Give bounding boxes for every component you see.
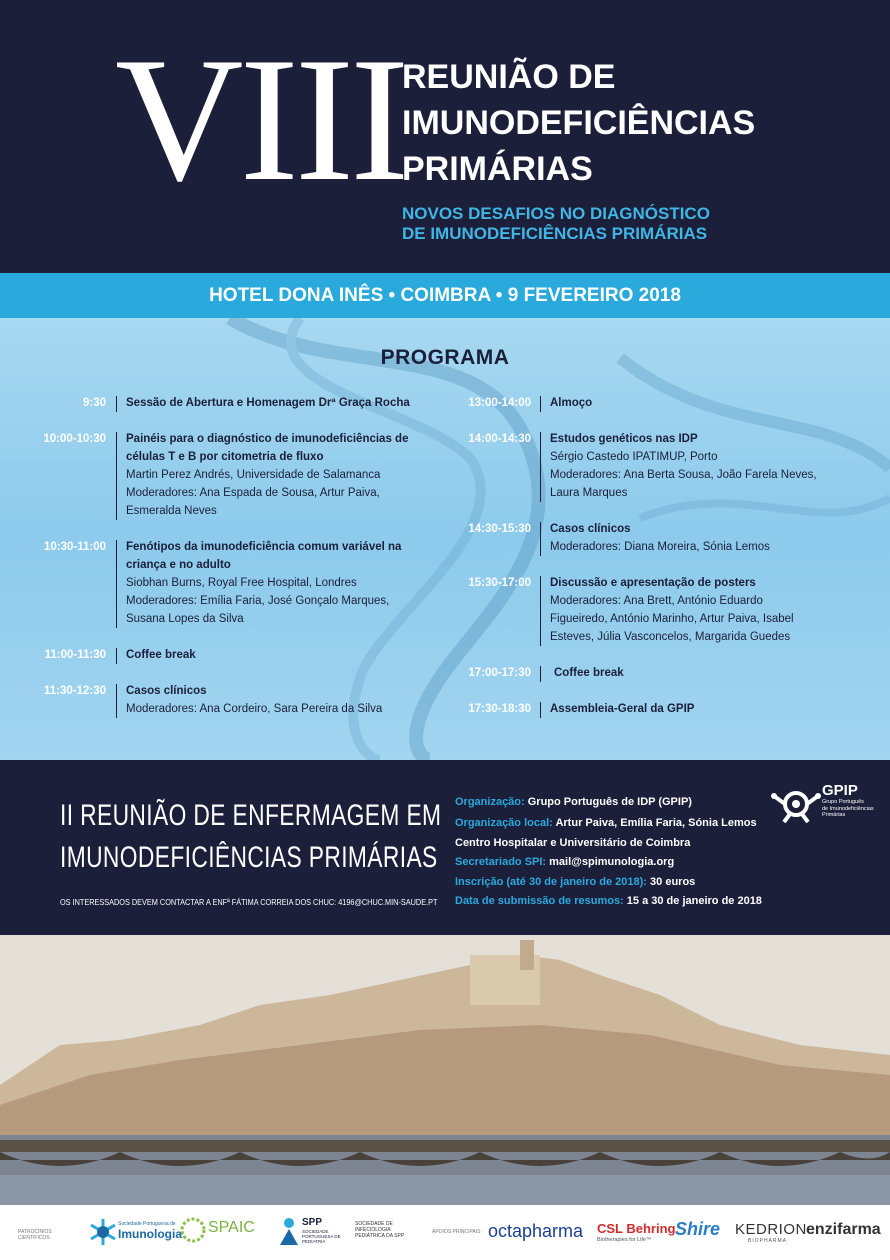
csl-tagline: Biotherapies for Life™: [597, 1237, 652, 1243]
enfermagem-title-line-2: IMUNODEFICIÊNCIAS PRIMÁRIAS: [60, 841, 438, 874]
city-illustration: [0, 935, 890, 1205]
enfermagem-contact-note: OS INTERESSADOS DEVEM CONTACTAR A ENFª FÁTIMA CORREIA DOS CHUC: 4196@CHUC.MIN-SAUDE.PT: [60, 897, 438, 907]
enfermagem-section: [0, 760, 890, 935]
schedule-item: Almoço: [550, 397, 593, 409]
schedule-time: 11:30-12:30: [43, 685, 106, 697]
gpip-molecule-icon: [770, 784, 822, 824]
org-line: Secretariado SPI: mail@spimunologia.org: [455, 856, 675, 868]
title-line-3: PRIMÁRIAS: [402, 150, 593, 188]
roman-numeral: VIII: [115, 20, 406, 218]
org-line: Data de submissão de resumos: 15 a 30 de janeiro de 2018: [455, 895, 762, 907]
org-line: Organização: Grupo Português de IDP (GPIP): [455, 796, 692, 808]
gpip-logo: [770, 782, 880, 826]
coimbra-cityscape-photo: [0, 935, 890, 1205]
time-divider: [540, 396, 541, 412]
schedule-item: Assembleia-Geral da GPIP: [550, 703, 695, 715]
title-line-1: REUNIÃO DE: [402, 58, 616, 96]
schedule-time: 11:00-11:30: [44, 649, 106, 661]
kedrion-logo: KEDRION: [735, 1221, 807, 1238]
subtitle-line-2: DE IMUNODEFICIÊNCIAS PRIMÁRIAS: [402, 224, 708, 243]
time-divider: [116, 432, 117, 520]
org-line: Centro Hospitalar e Universitário de Coimbra: [455, 837, 691, 849]
gpip-subtitle: Grupo Português de Imunodeficiências Primárias: [822, 799, 874, 818]
schedule-item: Coffee break: [126, 649, 196, 661]
shire-logo: Shire: [675, 1219, 721, 1239]
schedule-time: 15:30-17:00: [468, 577, 531, 589]
spi-name: Imunologia: [118, 1227, 182, 1241]
csl-logo: CSL Behring: [597, 1221, 676, 1236]
schedule-time: 9:30: [82, 397, 106, 409]
schedule-time: 17:30-18:30: [468, 703, 531, 715]
time-divider: [540, 522, 541, 556]
time-divider: [116, 540, 117, 628]
time-divider: [116, 396, 117, 412]
schedule-item: Fenótipos da imunodeficiência comum variável na criança e no adulto Siobhan Burns, Royal Free Hospital, Londres Moderadores: Emília Faria, José Gonçalo Marques, Susana Lopes da Silva: [126, 541, 402, 625]
schedule-item: Casos clínicos Moderadores: Ana Cordeiro, Sara Pereira da Silva: [126, 685, 383, 715]
spi-snowflake-icon: [88, 1217, 118, 1247]
spaic-name: SPAIC: [208, 1219, 255, 1236]
apoios-label: APOIOS PRINCIPAIS: [432, 1229, 481, 1235]
spp-small: SOCIEDADE PORTUGUESA DE PEDIATRIA: [302, 1229, 341, 1244]
schedule-time: 10:30-11:00: [43, 541, 106, 553]
venue-banner: HOTEL DONA INÊS • COIMBRA • 9 FEVEREIRO 2018: [0, 273, 890, 318]
octapharma-logo: octapharma: [488, 1221, 584, 1241]
header: [0, 0, 890, 273]
time-divider: [116, 648, 117, 664]
spi-small: Sociedade Portuguesa de: [118, 1221, 176, 1227]
subtitle-line-1: NOVOS DESAFIOS NO DIAGNÓSTICO: [402, 204, 710, 223]
schedule-item: Casos clínicos Moderadores: Diana Moreira, Sónia Lemos: [550, 523, 770, 553]
schedule-time: 17:00-17:30: [468, 667, 531, 679]
time-divider: [540, 666, 541, 682]
org-line: Inscrição (até 30 de janeiro de 2018): 30 euros: [455, 876, 696, 888]
spp-name: SPP: [302, 1217, 323, 1228]
schedule-time: 14:00-14:30: [468, 433, 531, 445]
sponsors-bar: [0, 1205, 890, 1260]
time-divider: [540, 702, 541, 718]
programa-title: PROGRAMA: [380, 346, 510, 369]
patrocinios-label: PATROCÍNIOS CIENTÍFICOS: [18, 1229, 52, 1241]
spp-figure-icon: [278, 1217, 300, 1245]
title-line-2: IMUNODEFICIÊNCIAS: [402, 104, 756, 142]
schedule-time: 10:00-10:30: [43, 433, 106, 445]
kedrion-tagline: BIOPHARMA: [748, 1238, 788, 1244]
enzifarma-logo: enzifarma: [806, 1221, 881, 1238]
schedule-item: Sessão de Abertura e Homenagem Drª Graça Rocha: [126, 397, 410, 409]
programa-section: [0, 318, 890, 760]
schedule-item: Estudos genéticos nas IDP Sérgio Castedo IPATIMUP, Porto Moderadores: Ana Berta Sousa, João Farela Neves, Laura Marques: [550, 433, 817, 499]
gpip-name: GPIP: [822, 782, 858, 799]
schedule-time: 13:00-14:00: [468, 397, 531, 409]
org-line: Organização local: Artur Paiva, Emília Faria, Sónia Lemos: [455, 817, 757, 829]
time-divider: [540, 576, 541, 646]
schedule-time: 14:30-15:30: [468, 523, 531, 535]
enfermagem-title-line-1: II REUNIÃO DE ENFERMAGEM EM: [60, 799, 442, 832]
sip-name: SOCIEDADE DE INFECIOLOGIA PEDIÁTRICA DA SPP: [355, 1221, 405, 1239]
schedule-item: Painéis para o diagnóstico de imunodeficiências de células T e B por citometria de fluxo Martin Perez Andrés, Universidade de Salamanca Moderadores: Ana Espada de Sousa, Artur Paiva, Esmeralda Neves: [126, 433, 409, 517]
schedule-item: Discussão e apresentação de posters Moderadores: Ana Brett, António Eduardo Figueiredo, António Marinho, Artur Paiva, Isabel Esteves, Júlia Vasconcelos, Margarida Guedes: [550, 577, 794, 643]
schedule-item: Coffee break: [554, 667, 624, 679]
time-divider: [116, 684, 117, 718]
time-divider: [540, 432, 541, 502]
spaic-circle-icon: [180, 1217, 206, 1243]
